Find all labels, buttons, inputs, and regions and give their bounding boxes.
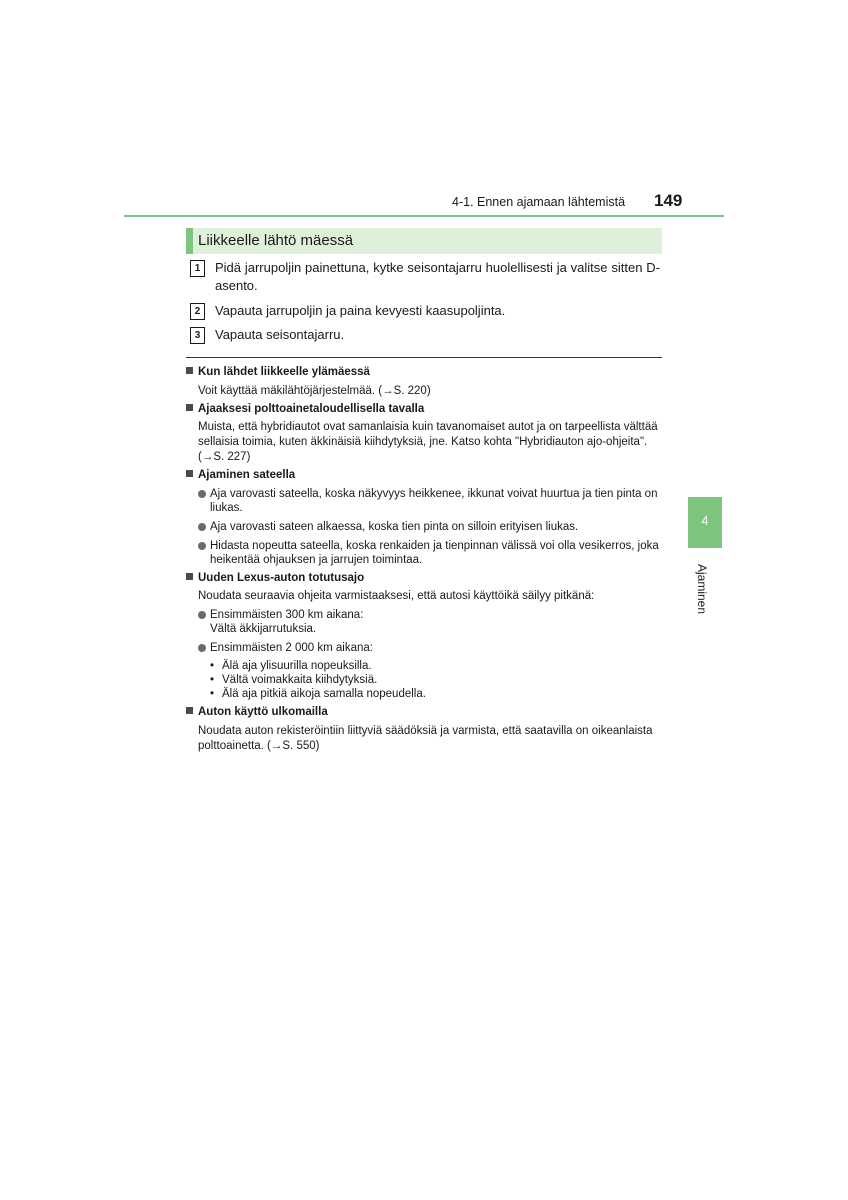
step-number: 1 [190,260,205,277]
square-bullet-icon [186,367,193,374]
bullet-dot-icon [198,611,206,619]
chapter-label: Ajaminen [695,563,709,615]
square-bullet-icon [186,707,193,714]
note-body: Noudata seuraavia ohjeita varmistaaksesi, että autosi käyttöikä säilyy pitkänä: [198,590,595,602]
note-heading: Uuden Lexus-auton totutusajo [186,572,364,584]
notes-divider [186,357,662,358]
bullet-dot-icon [198,542,206,550]
bullet-item: Ensimmäisten 300 km aikana: Vältä äkkijarrutuksia. [198,608,662,636]
header-section-title: 4-1. Ennen ajamaan lähtemistä [452,195,626,209]
page-number: 149 [654,191,683,210]
section-title: Liikkeelle lähtö mäessä [186,228,662,254]
step-text: Vapauta seisontajarru. [215,327,345,342]
note-body: Voit käyttää mäkilähtöjärjestelmää. (→S. 220) [198,385,431,397]
step-number: 3 [190,327,205,344]
step-number: 2 [190,303,205,320]
note-body: Noudata auton rekisteröintiin liittyviä säädöksiä ja varmista, että saatavilla on oikeanlaista polttoainetta. (→S. 550) [198,725,653,752]
sub-bullet-item: • Älä aja pitkiä aikoja samalla nopeudella. [210,688,426,700]
square-bullet-icon [186,404,193,411]
header-divider [124,215,724,217]
note-heading: Kun lähdet liikkeelle ylämäessä [186,366,370,378]
step-2 [190,302,660,320]
step-text: Pidä jarrupoljin painettuna, kytke seisontajarru huolellisesti ja valitse sitten D-asento. [215,260,660,293]
step-1 [190,259,660,295]
note-heading: Auton käyttö ulkomailla [186,706,328,718]
bullet-item: Aja varovasti sateen alkaessa, koska tien pinta on silloin erityisen liukas. [198,520,662,534]
chapter-tab: 4 [688,497,722,548]
step-text: Vapauta jarrupoljin ja paina kevyesti kaasupoljinta. [215,303,506,318]
step-3 [190,326,660,344]
sub-bullet-item: • Älä aja ylisuurilla nopeuksilla. [210,660,372,672]
note-heading: Ajaaksesi polttoainetaloudellisella tavalla [186,403,424,415]
bullet-dot-icon [198,644,206,652]
note-body: Muista, että hybridiautot ovat samanlaisia kuin tavanomaiset autot ja on tarpeellista välttää sellaisia toimia, kuten äkkinäisiä kiihdytyksiä, jne. Katso kohta "Hybridiauton ajo-ohjeita". (→S. 227) [198,421,658,463]
bullet-dot-icon [198,490,206,498]
bullet-item: Hidasta nopeutta sateella, koska renkaiden ja tienpinnan välissä voi olla vesikerros, joka heikentää ohjauksen ja jarrujen toimintaa. [198,539,662,567]
bullet-item: Aja varovasti sateella, koska näkyvyys heikkenee, ikkunat voivat huurtua ja tien pinta on liukas. [198,487,662,515]
note-heading: Ajaminen sateella [186,469,295,481]
bullet-item: Ensimmäisten 2 000 km aikana: [198,641,662,655]
square-bullet-icon [186,573,193,580]
square-bullet-icon [186,470,193,477]
bullet-dot-icon [198,523,206,531]
sub-bullet-item: • Vältä voimakkaita kiihdytyksiä. [210,674,378,686]
